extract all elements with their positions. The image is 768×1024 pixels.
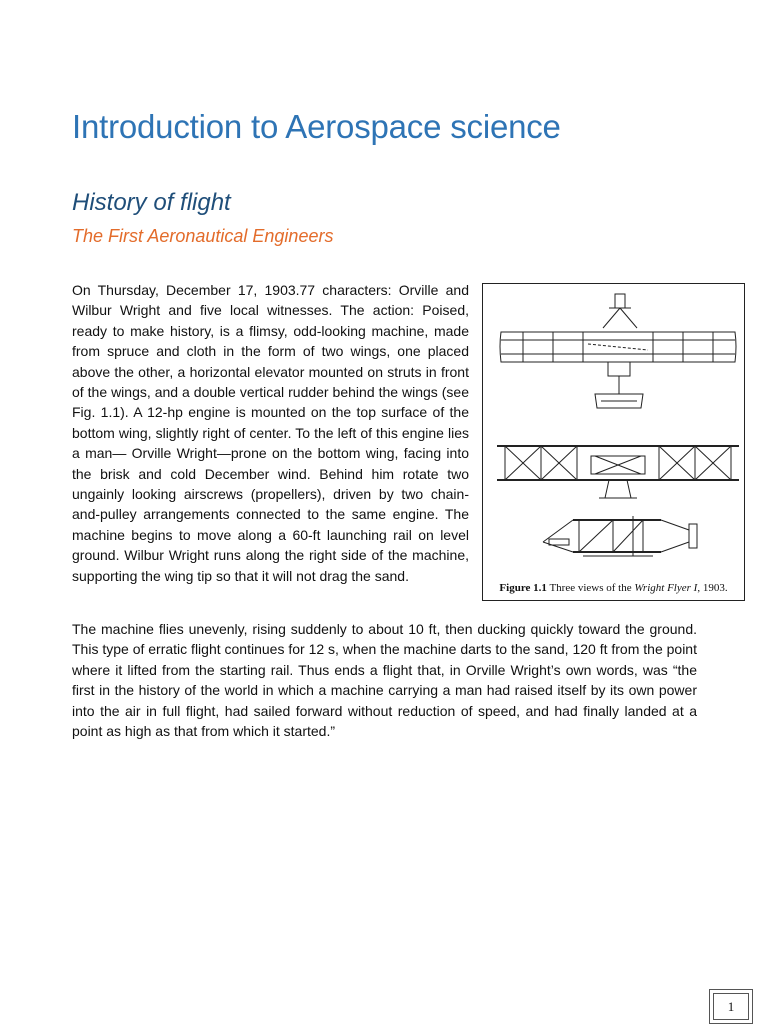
section-heading: History of flight	[72, 189, 231, 216]
figure-caption-italic: Wright Flyer I	[634, 582, 698, 594]
page-number: 1	[727, 998, 735, 1014]
front-view	[497, 446, 739, 498]
wright-flyer-figure	[482, 283, 745, 601]
side-view	[543, 516, 697, 556]
body-paragraph-1: On Thursday, December 17, 1903.77 characters: Orville and Wilbur Wright and five local witnesses. The action: Poised, ready to make history, is a flimsy, odd-looking machine, made from spruce and cloth in the form of two wings, one placed above the other, a horizontal elevator mounted on struts in front of the wings, and a double vertical rudder behind the wings (see Fig. 1.1). A 12-hp engine is mounted on the top surface of the bottom wing, slightly right of center. To the left of this engine lies a man— Orville Wright—prone on the bottom wing, facing into the brisk and cold December wind. Behind him rotate two ungainly looking airscrews (propellers), driven by two chain-and-pulley arrangements connected to the same engine. The machine begins to move along a 60-ft launching rail on level ground. Wilbur Wright runs along the right side of the machine, supporting the wing tip so that it will not drag the sand.	[72, 282, 469, 584]
figure-caption-label: Figure 1.1	[499, 582, 547, 594]
wright-flyer-drawing	[483, 284, 744, 574]
page-number-box	[709, 989, 753, 1024]
figure-caption-text: Three views of the	[549, 582, 632, 594]
figure-caption-suffix: , 1903.	[697, 582, 728, 594]
subsection-heading: The First Aeronautical Engineers	[72, 226, 334, 246]
top-view	[500, 294, 736, 408]
body-paragraph-2: The machine flies unevenly, rising suddenly to about 10 ft, then ducking quickly toward the ground. This type of erratic flight continues for 12 s, when the machine darts to the sand, 120 ft from the point where it lifted from the starting rail. Thus ends a flight that, in Orville Wright’s own words, was “the first in the history of the world in which a machine carrying a man had raised itself by its own power into the air in full flight, had sailed forward without reduction of speed, and had finally landed at a point as high as that from which it started.”	[72, 621, 697, 740]
document-title: Introduction to Aerospace science	[72, 108, 561, 145]
figure-caption	[483, 582, 744, 594]
